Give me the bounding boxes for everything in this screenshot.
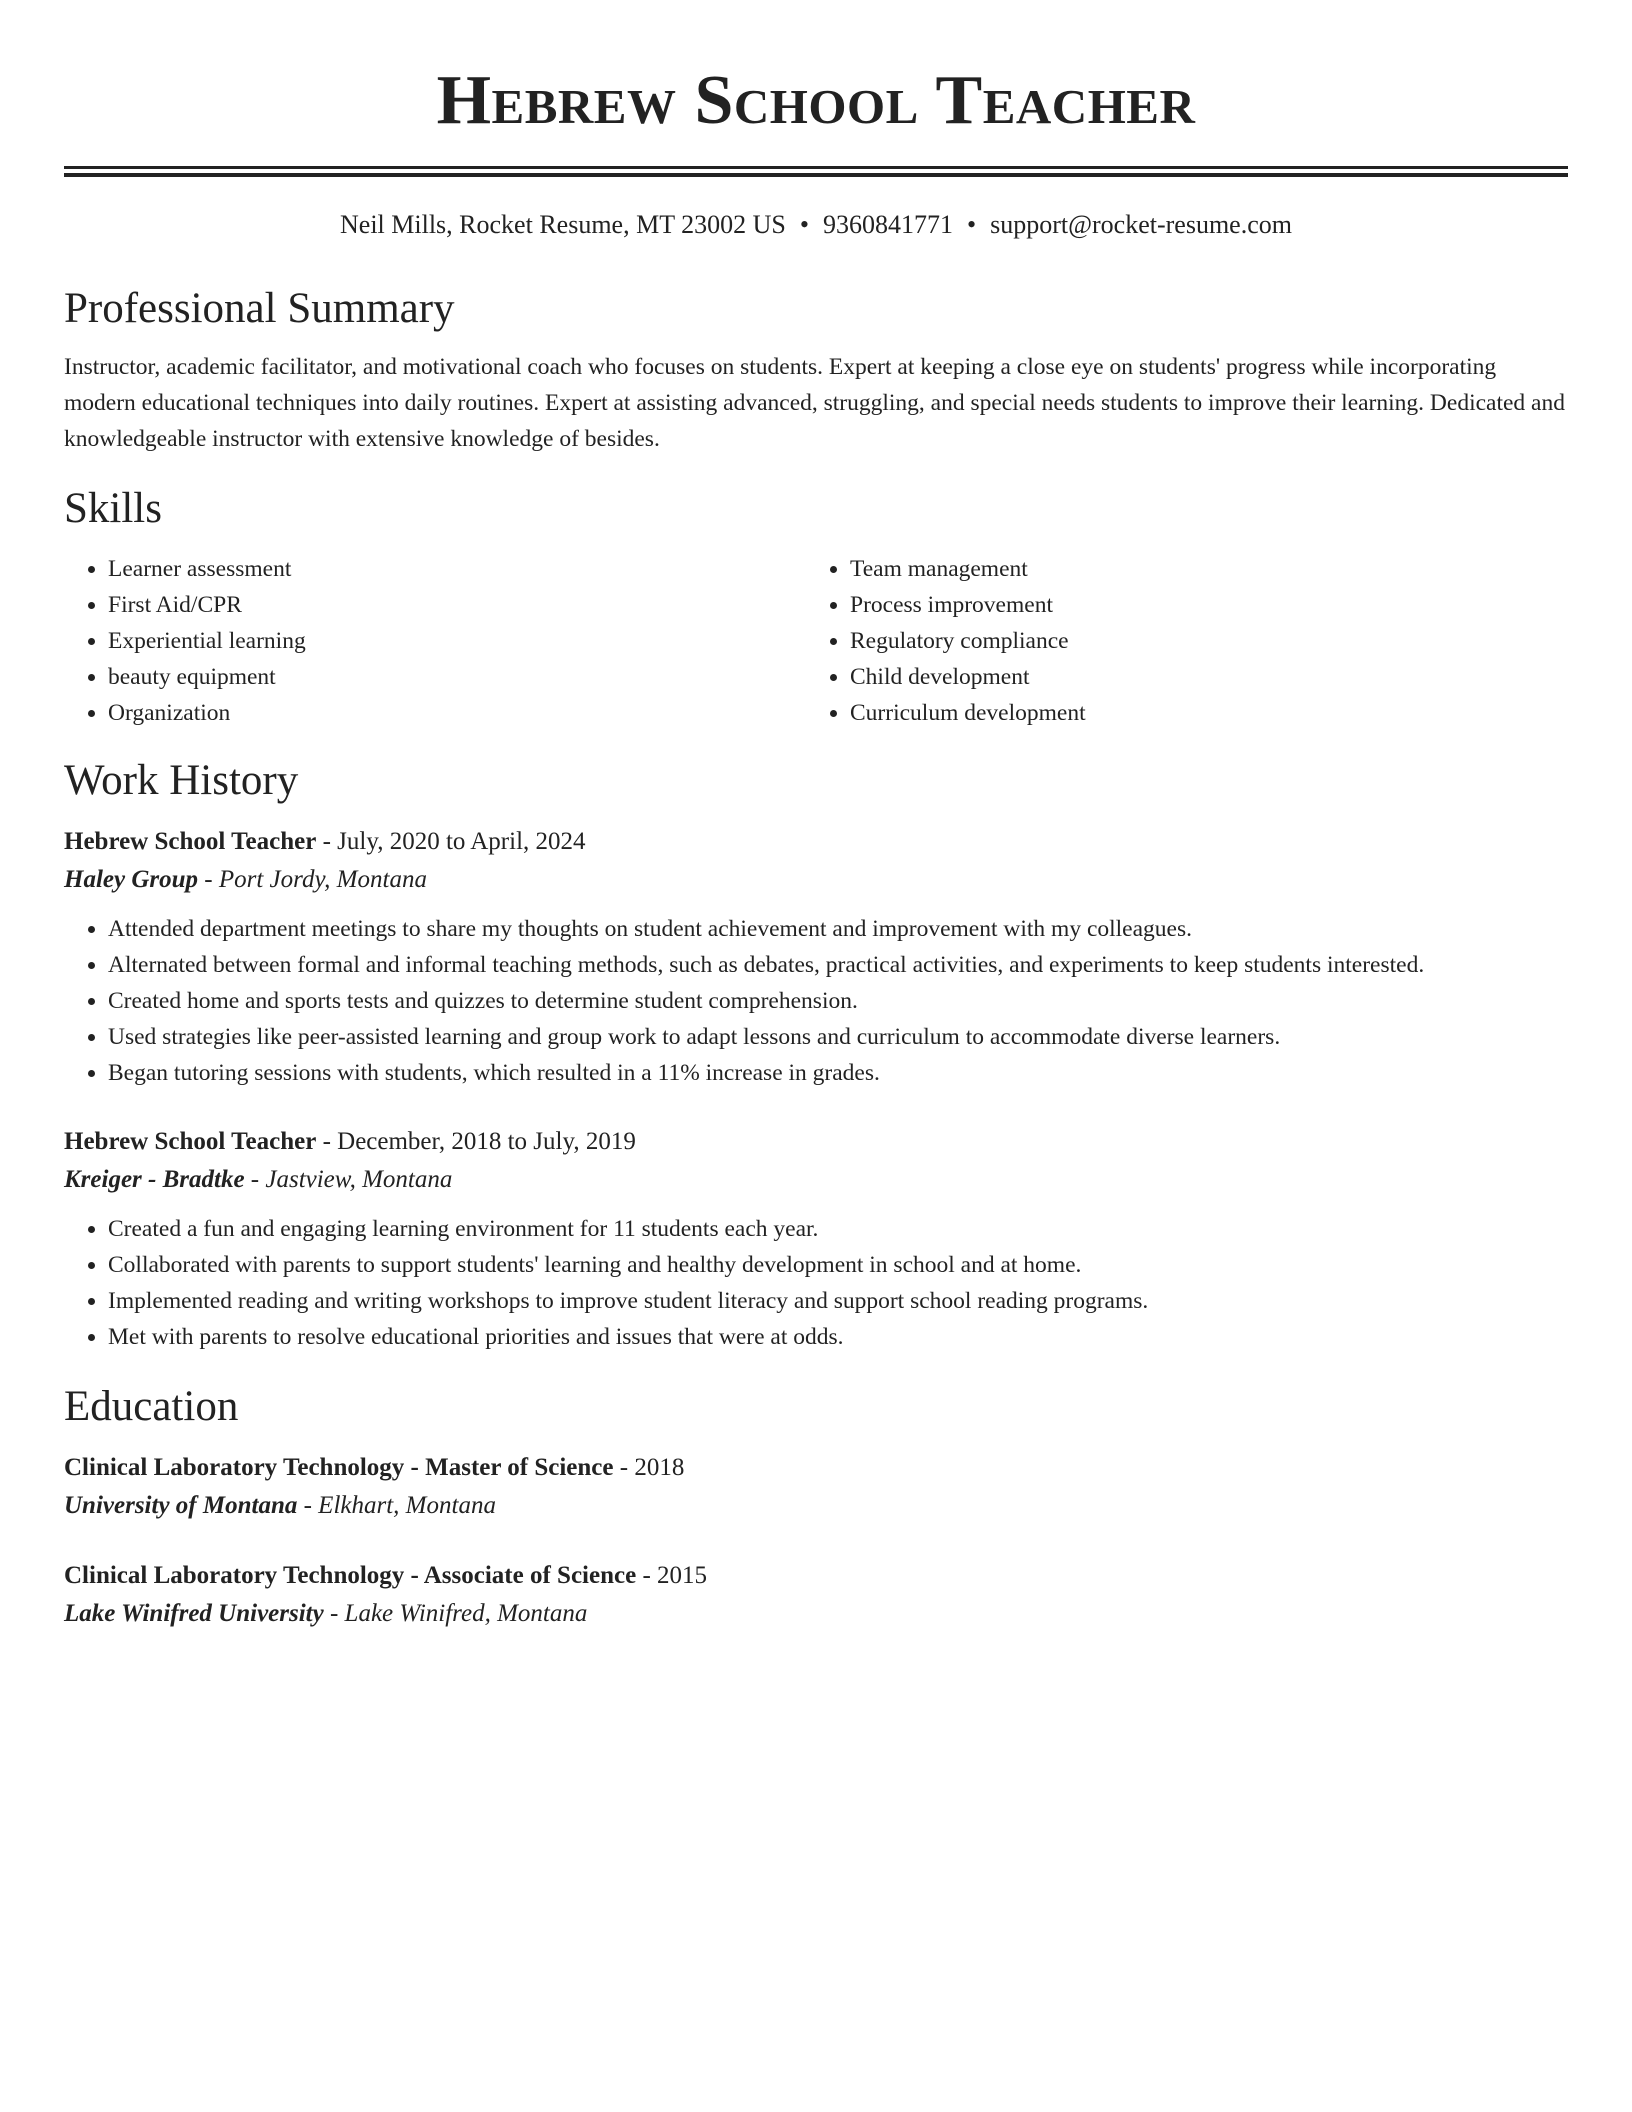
job-title: Hebrew School Teacher bbox=[64, 1128, 317, 1155]
job-bullet: • Attended department meetings to share my thoughts on student achievement and improvement with my colleagues. bbox=[108, 911, 1568, 947]
education-location: - Lake Winifred, Montana bbox=[323, 1600, 588, 1627]
job-company: Kreiger - Bradtke bbox=[64, 1166, 245, 1193]
skills-list bbox=[64, 551, 1568, 731]
contact-separator: • bbox=[966, 210, 977, 239]
job-company: Haley Group bbox=[64, 866, 199, 893]
job-heading bbox=[64, 1123, 1568, 1161]
education-entry bbox=[64, 1557, 1568, 1633]
education-school-line bbox=[64, 1595, 1568, 1633]
job-heading bbox=[64, 823, 1568, 861]
job-bullet: • Implemented reading and writing workshops to improve student literacy and support school reading programs. bbox=[108, 1283, 1568, 1319]
contact-separator: • bbox=[799, 210, 809, 239]
contact-phone: 9360841771 bbox=[822, 210, 953, 239]
job-bullet: • Began tutoring sessions with students, which resulted in a 11% increase in grades. bbox=[108, 1055, 1568, 1091]
education-entry bbox=[64, 1449, 1568, 1525]
education-location: - Elkhart, Montana bbox=[297, 1492, 496, 1519]
job-entry bbox=[64, 1123, 1568, 1355]
skill-item: • Curriculum development bbox=[850, 695, 1548, 731]
job-location: - Jastview, Montana bbox=[244, 1166, 453, 1193]
skill-item: • Team management bbox=[850, 551, 1548, 587]
work-history-heading: Work History bbox=[64, 757, 299, 804]
contact-address: Neil Mills, Rocket Resume, MT 23002 US bbox=[340, 210, 786, 239]
skill-item: • Organization bbox=[108, 695, 806, 731]
education-school-line bbox=[64, 1487, 1568, 1525]
skills-column-right bbox=[806, 551, 1548, 731]
education-school: Lake Winifred University bbox=[64, 1600, 324, 1627]
skill-item: • First Aid/CPR bbox=[108, 587, 806, 623]
contact-email: support@rocket-resume.com bbox=[990, 210, 1292, 239]
education-heading: Education bbox=[64, 1383, 239, 1430]
education-degree: Clinical Laboratory Technology - Associate of Science bbox=[64, 1562, 637, 1589]
resume-title: Hebrew School Teacher bbox=[436, 62, 1196, 139]
skill-item: • Process improvement bbox=[850, 587, 1548, 623]
summary-text: Instructor, academic facilitator, and motivational coach who focuses on students. Expert at keeping a close eye on students' progress while incorporating modern educational techniques into daily routines. Expert at assisting advanced, struggling, and special needs students to improve their learning. Dedicated and knowledgeable instructor with extensive knowledge of besides. bbox=[64, 354, 1565, 452]
job-bullets bbox=[64, 911, 1568, 1091]
job-title: Hebrew School Teacher bbox=[64, 828, 317, 855]
education-school: University of Montana bbox=[64, 1492, 298, 1519]
job-bullet: • Met with parents to resolve educational priorities and issues that were at odds. bbox=[108, 1319, 1568, 1355]
education-year: - 2015 bbox=[636, 1562, 708, 1589]
job-dates: - December, 2018 to July, 2019 bbox=[316, 1128, 636, 1155]
job-employer bbox=[64, 861, 1568, 899]
education-degree-line bbox=[64, 1557, 1568, 1595]
education-degree-line bbox=[64, 1449, 1568, 1487]
contact-line bbox=[64, 209, 1568, 241]
skill-item: • Regulatory compliance bbox=[850, 623, 1548, 659]
skills-column-left bbox=[64, 551, 806, 731]
education-degree: Clinical Laboratory Technology - Master of Science bbox=[64, 1454, 614, 1481]
job-employer bbox=[64, 1161, 1568, 1199]
education-year: - 2018 bbox=[613, 1454, 685, 1481]
job-bullet: • Used strategies like peer-assisted learning and group work to adapt lessons and curriculum to accommodate diverse learners. bbox=[108, 1019, 1568, 1055]
job-dates: - July, 2020 to April, 2024 bbox=[316, 828, 586, 855]
job-location: - Port Jordy, Montana bbox=[198, 866, 427, 893]
job-bullet: • Alternated between formal and informal teaching methods, such as debates, practical activities, and experiments to keep students interested. bbox=[108, 947, 1568, 983]
skill-item: • Learner assessment bbox=[108, 551, 806, 587]
skill-item: • Child development bbox=[850, 659, 1548, 695]
title-divider-top bbox=[64, 166, 1568, 169]
skill-item: • Experiential learning bbox=[108, 623, 806, 659]
skills-heading: Skills bbox=[64, 485, 162, 532]
title-divider-bottom bbox=[64, 173, 1568, 177]
job-entry bbox=[64, 823, 1568, 1091]
job-bullets bbox=[64, 1211, 1568, 1355]
job-bullet: • Collaborated with parents to support students' learning and healthy development in school and at home. bbox=[108, 1247, 1568, 1283]
job-bullet: • Created a fun and engaging learning environment for 11 students each year. bbox=[108, 1211, 1568, 1247]
summary-heading: Professional Summary bbox=[64, 285, 455, 332]
job-bullet: • Created home and sports tests and quizzes to determine student comprehension. bbox=[108, 983, 1568, 1019]
skill-item: • beauty equipment bbox=[108, 659, 806, 695]
